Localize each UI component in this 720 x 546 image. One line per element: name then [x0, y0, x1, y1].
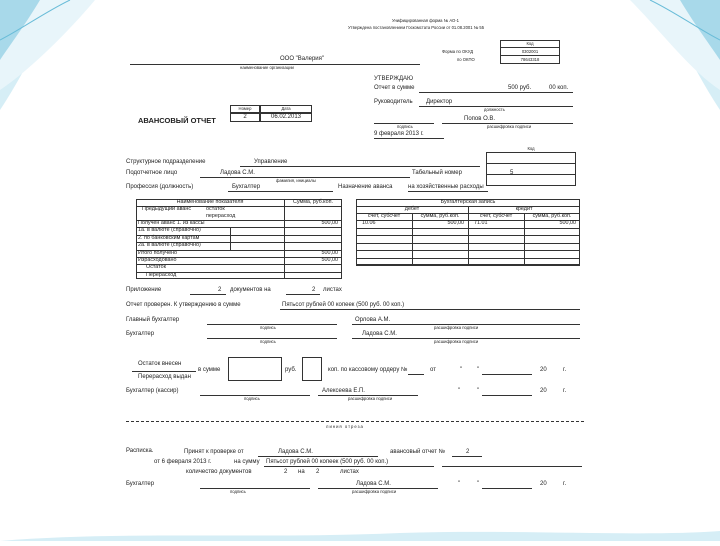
left-decoration: [0, 0, 108, 540]
right-credit: кредит: [515, 206, 533, 212]
right-wave-graphic: [610, 0, 720, 540]
left-row-label: Перерасход: [146, 271, 177, 278]
date-header: Дата: [281, 106, 291, 111]
accountant-name: Ладова С.М.: [362, 331, 397, 337]
head-decode-caption: расшифровка подписи: [487, 124, 532, 129]
annex-docs-text: документов на: [230, 287, 271, 293]
annex-label: Приложение: [126, 287, 162, 293]
left-row-label: Израсходовано: [138, 257, 177, 263]
receipt-report-label: авансовый отчет №: [390, 449, 446, 455]
right-row-line: [356, 265, 580, 266]
overspend-label: Перерасход выдан: [138, 374, 191, 380]
doc-date: 06.02.2013: [270, 114, 302, 120]
dept-label: Структурное подразделение: [126, 159, 206, 165]
credit-sum-value: 500,00: [559, 220, 576, 226]
right-decoration: [610, 0, 720, 540]
okud-label: Форма по ОКУД: [442, 49, 474, 54]
credit-sum-header: сумма, руб.коп.: [532, 213, 572, 219]
profession-label: Профессия (должность): [126, 184, 194, 190]
balance-from: от: [430, 367, 436, 373]
cashier-g: г.: [563, 388, 567, 394]
approve-sum-kop: 00 коп.: [549, 85, 569, 91]
receipt-accepted: Принят к проверке от: [184, 449, 244, 455]
left-row-label: 2а. в валюте (справочно): [138, 242, 201, 249]
left-subcell-divider: [230, 235, 231, 242]
purpose-line: [408, 191, 488, 192]
receipt-report-line: [452, 456, 482, 457]
balance-quote-open: ": [460, 367, 463, 373]
receipt-sheets-value: 2: [316, 469, 320, 475]
accountant-label: Бухгалтер: [126, 331, 155, 337]
fio-caption: фамилия, инициалы: [276, 178, 316, 183]
chief-decode-caption: расшифровка подписи: [434, 325, 479, 330]
cashier-year: 20: [540, 388, 547, 394]
okpo-code: 78643318: [520, 57, 540, 62]
approve-date-line: [374, 138, 444, 139]
right-row-line: [356, 250, 580, 251]
receipt-sum-line: [264, 466, 434, 467]
left-row-label: Получен аванс 1. из кассы: [138, 220, 205, 226]
receipt-accountant-label: Бухгалтер: [126, 481, 155, 487]
accountant-decode-caption: расшифровка подписи: [434, 339, 479, 344]
info-code-box: [486, 152, 576, 186]
remainder-line: [132, 371, 196, 372]
advance-report-form: [112, 0, 608, 540]
left-row-value: 500,00: [321, 249, 338, 256]
head-label: Руководитель: [374, 99, 413, 105]
head-position: Директор: [426, 99, 453, 105]
approve-title: УТВЕРЖДАЮ: [374, 76, 414, 82]
receipt-docs-value: 2: [284, 469, 288, 475]
annex-docs-count: 2: [218, 287, 222, 293]
right-header: Бухгалтерская запись: [440, 199, 496, 205]
dept-line: [240, 166, 480, 167]
receipt-date: от 6 февраля 2013 г.: [154, 459, 212, 465]
dept-value: Управление: [254, 159, 288, 165]
balance-rub-box: [228, 357, 282, 381]
checked-line: [280, 309, 580, 310]
right-row-line: [356, 235, 580, 236]
receipt-from-name: Ладова С.М.: [278, 449, 313, 455]
info-code-divider-1: [486, 163, 576, 164]
receipt-name-line: [258, 456, 378, 457]
balance-kop-box: [302, 357, 322, 381]
form-approval-line: Утверждена постановлением Госкомстата России от 01.08.2001 № 55: [348, 25, 485, 30]
left-header-sum: Сумма, руб.коп.: [292, 199, 334, 205]
balance-sum-label: в сумме: [198, 367, 221, 373]
left-subcell-divider: [230, 242, 231, 249]
debit-sum-header: сумма, руб.коп.: [420, 213, 460, 219]
receipt-sum-label: на сумму: [234, 459, 260, 465]
org-caption: наименование организации: [240, 65, 294, 70]
left-row-value: 500,00: [321, 257, 338, 263]
cut-caption: линия отреза: [326, 424, 364, 429]
balance-g: г.: [563, 367, 567, 373]
annex-sheets-text: листах: [323, 287, 342, 293]
receipt-quote-open: ": [458, 481, 461, 487]
code-header: Код: [526, 41, 534, 46]
left-row-line: [136, 264, 342, 265]
left-row-label: Итого получено: [138, 249, 178, 256]
approve-date: 9 февраля 2013 г.: [374, 131, 424, 137]
annex-docs-line: [190, 294, 226, 295]
purpose-value: на хозяйственные расходы: [408, 184, 484, 190]
okud-code: 0302001: [521, 49, 539, 54]
balance-rub: руб.: [285, 367, 297, 373]
profession-line: [228, 191, 333, 192]
balance-month-line: [482, 374, 532, 375]
balance-year: 20: [540, 367, 547, 373]
doc-number: 2: [243, 114, 247, 120]
info-code-divider-2: [486, 174, 576, 175]
debit-account-header: счет, субсчет: [367, 213, 401, 219]
cashier-name: Алексеева Е.П.: [322, 388, 365, 394]
head-name: Попов О.В.: [464, 116, 496, 122]
receipt-decode-caption: расшифровка подписи: [352, 489, 397, 494]
receipt-quote-close: ": [477, 481, 480, 487]
left-wave-graphic: [0, 0, 108, 540]
info-code-header: Код: [527, 146, 535, 151]
person-value: Ладова С.М.: [220, 170, 255, 176]
left-header-name: Наименование показателя: [176, 199, 244, 205]
annex-sheets-line: [286, 294, 320, 295]
left-row-label: 2. по банковским картам: [138, 234, 200, 241]
cashier-label: Бухгалтер (кассир): [126, 388, 179, 394]
left-sub-prev: Предыдущий аванс: [142, 206, 192, 212]
right-debit: дебет: [404, 206, 420, 212]
accountant-sign-caption: подпись: [260, 339, 276, 344]
number-header: Номер: [238, 106, 252, 111]
cashier-month-line: [482, 395, 532, 396]
annex-sheets-count: 2: [312, 287, 316, 293]
tab-label: Табельный номер: [412, 170, 462, 176]
okpo-label: по ОКПО: [457, 57, 475, 62]
head-sign-caption: подпись: [397, 124, 413, 129]
position-caption: должность: [484, 107, 505, 112]
receipt-sheets-label: листах: [340, 469, 359, 475]
left-row-value: 500,00: [321, 220, 338, 226]
balance-order-line: [408, 374, 424, 375]
debit-account-value: 10.06: [362, 220, 376, 226]
balance-kop-label: коп. по кассовому ордеру №: [328, 367, 408, 373]
tab-value: 5: [510, 170, 514, 176]
cashier-quote-close: ": [477, 388, 480, 394]
receipt-sum-value: Пятьсот рублей 00 копеек (500 руб. 00 коп.): [266, 459, 389, 465]
checked-label: Отчет проверен. К утверждению в сумме: [126, 302, 241, 308]
approve-sum-line: [419, 92, 573, 93]
left-row-label: Остаток: [146, 264, 166, 271]
right-row-line: [356, 258, 580, 259]
receipt-g: г.: [563, 481, 567, 487]
chief-name: Орлова А.М.: [355, 317, 391, 323]
receipt-on: на: [298, 469, 305, 475]
person-label: Подотчетное лицо: [126, 170, 178, 176]
checked-value: Пятьсот рублей 00 копеек (500 руб. 00 коп.): [282, 302, 405, 308]
cut-line: [126, 421, 584, 422]
receipt-year: 20: [540, 481, 547, 487]
debit-sum-value: 500,00: [447, 220, 464, 226]
credit-account-header: счет, субсчет: [479, 213, 513, 219]
balance-quote-close: ": [477, 367, 480, 373]
right-row-line: [356, 243, 580, 244]
remainder-label: Остаток внесен: [138, 361, 182, 367]
chief-label: Главный бухгалтер: [126, 317, 180, 323]
credit-account-value: 71.01: [474, 220, 488, 226]
approve-sum-label: Отчет в сумме: [374, 85, 415, 91]
left-sub-balance: остаток: [206, 206, 225, 212]
right-row-line: [356, 228, 580, 229]
organization-name: ООО "Валерия": [280, 56, 325, 62]
receipt-sign-caption: подпись: [230, 489, 246, 494]
purpose-label: Назначение аванса: [338, 184, 393, 190]
cashier-quote-open: ": [458, 388, 461, 394]
receipt-label: Расписка.: [126, 448, 154, 454]
approve-sum-rub: 500 руб.: [508, 85, 532, 91]
cashier-sign-caption: подпись: [244, 396, 260, 401]
receipt-month-line: [482, 488, 532, 489]
receipt-report-no: 2: [466, 449, 470, 455]
report-title: АВАНСОВЫЙ ОТЧЕТ: [138, 116, 216, 125]
left-row-label: 1а. в валюте (справочно): [138, 227, 201, 234]
left-table-col-divider: [284, 199, 285, 279]
form-type-line: Унифицированная форма № АО-1: [392, 18, 460, 23]
receipt-docs-label: количество документов: [186, 469, 252, 475]
receipt-accountant-name: Ладова С.М.: [356, 481, 391, 487]
profession-value: Бухгалтер: [232, 184, 261, 190]
receipt-sign-line: [200, 488, 310, 489]
receipt-extra-line: [442, 466, 582, 467]
chief-sign-caption: подпись: [260, 325, 276, 330]
left-subcell-divider: [230, 227, 231, 234]
left-sub-over: перерасход: [206, 213, 236, 219]
cashier-decode-caption: расшифровка подписи: [348, 396, 393, 401]
